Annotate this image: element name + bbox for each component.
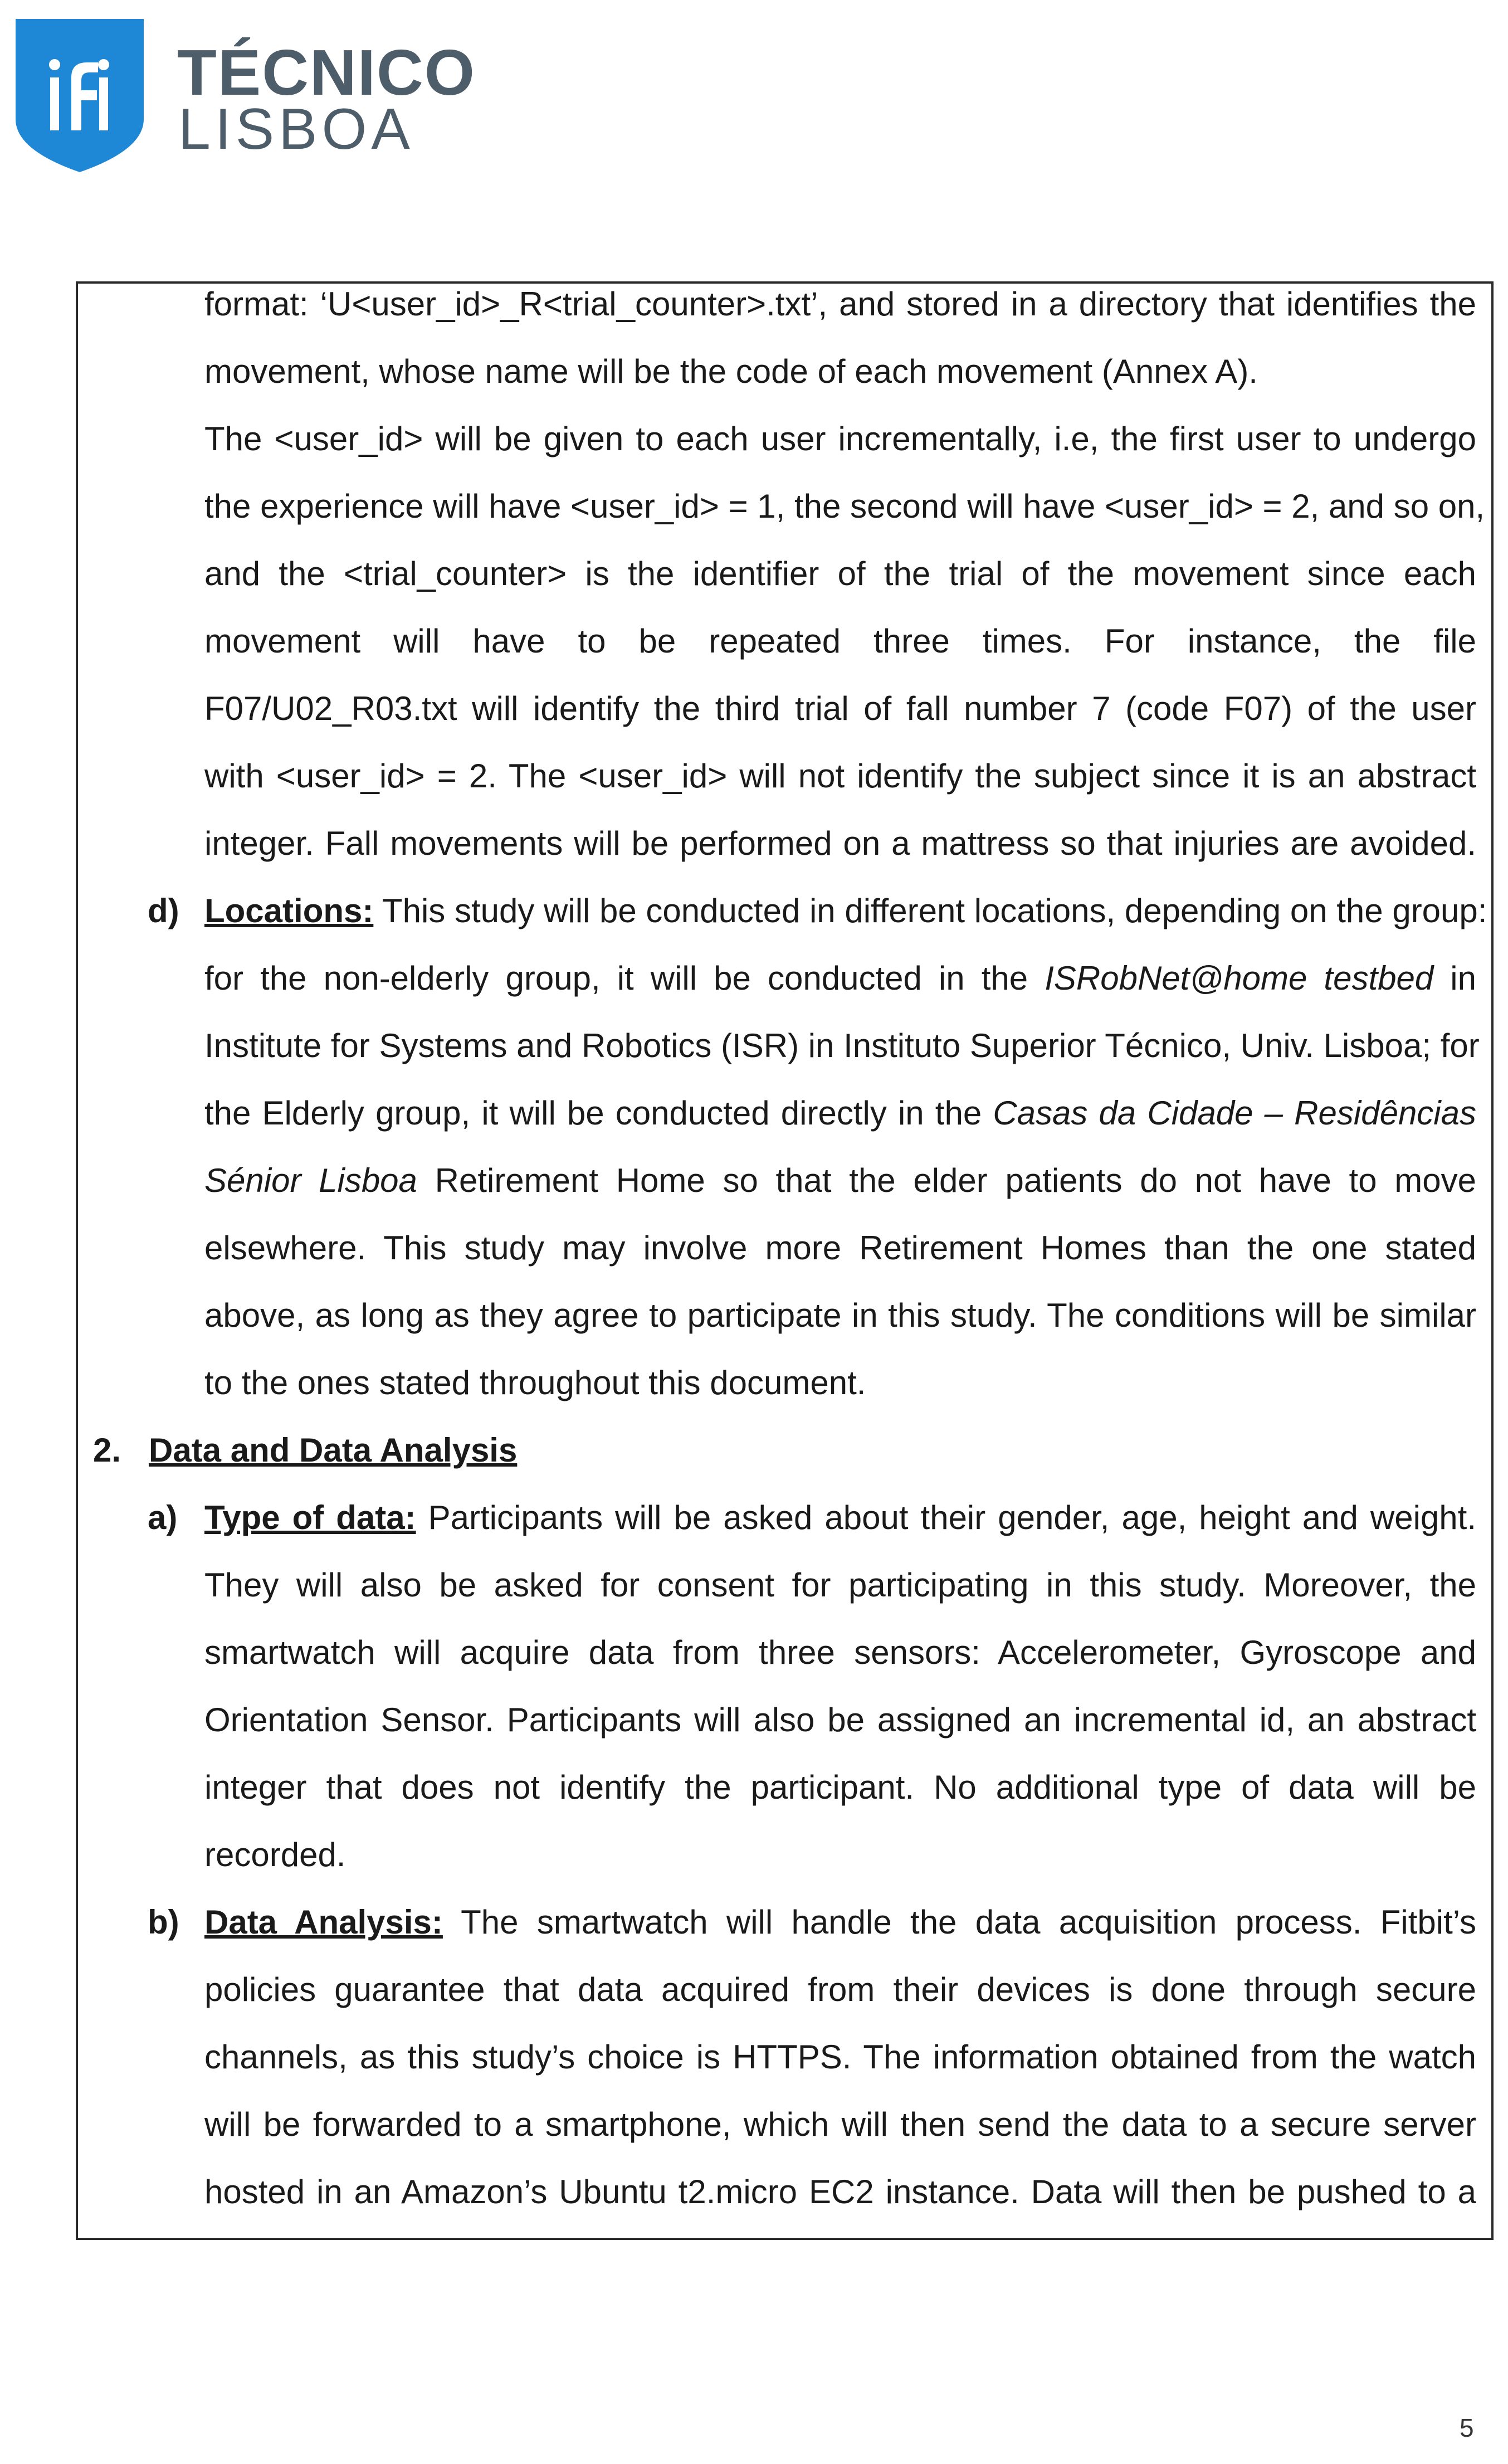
data-analysis-line: Data Analysis: The smartwatch will handle the data acquisition process. Fitbit’s: [204, 1903, 1476, 1941]
section-number: 2.: [93, 1431, 121, 1469]
type-of-data-line: recorded.: [204, 1836, 346, 1873]
type-of-data-line: Type of data: Participants will be asked about their gender, age, height and weight.: [204, 1499, 1477, 1536]
locations-line: Institute for Systems and Robotics (ISR) in Instituto Superior Técnico, Univ. Lisboa; for: [204, 1027, 1480, 1064]
ist-shield-icon: [16, 19, 144, 172]
type-of-data-line: smartwatch will acquire data from three sensors: Accelerometer, Gyroscope and: [204, 1634, 1476, 1671]
type-of-data-line: They will also be asked for consent for participating in this study. Moreover, the: [204, 1566, 1476, 1604]
page-number: 5: [1460, 2413, 1474, 2442]
locations-line: the Elderly group, it will be conducted directly in the Casas da Cidade – Residências: [204, 1094, 1477, 1132]
list-label-a: a): [148, 1499, 178, 1536]
logo-word-tecnico: TÉCNICO: [177, 36, 476, 109]
type-of-data-line: integer that does not identify the participant. No additional type of data will be: [204, 1769, 1476, 1806]
text-line: format: ‘U<user_id>_R<trial_counter>.txt’, and stored in a directory that identifies the: [204, 285, 1476, 323]
text-line: the experience will have <user_id> = 1, the second will have <user_id> = 2, and so on,: [204, 488, 1485, 525]
text-line: with <user_id> = 2. The <user_id> will not identify the subject since it is an abstract: [204, 757, 1476, 795]
section-title: Data and Data Analysis: [149, 1431, 518, 1469]
data-analysis-line: policies guarantee that data acquired from their devices is done through secure: [204, 1971, 1476, 2008]
data-analysis-line: hosted in an Amazon’s Ubuntu t2.micro EC2 instance. Data will then be pushed to a: [204, 2173, 1476, 2210]
logo-word-lisboa: LISBOA: [178, 97, 414, 162]
text-line: The <user_id> will be given to each user incrementally, i.e, the first user to undergo: [204, 420, 1476, 457]
locations-line: Sénior Lisboa Retirement Home so that the elder patients do not have to move: [204, 1162, 1476, 1199]
text-line: F07/U02_R03.txt will identify the third trial of fall number 7 (code F07) of the user: [204, 690, 1476, 727]
text-line: integer. Fall movements will be performed on a mattress so that injuries are avoided.: [204, 825, 1476, 862]
text-line: and the <trial_counter> is the identifier of the trial of the movement since each: [204, 555, 1476, 592]
locations-line: to the ones stated throughout this document.: [204, 1364, 866, 1401]
type-of-data-line: Orientation Sensor. Participants will also be assigned an incremental id, an abstract: [204, 1701, 1476, 1739]
text-line: movement will have to be repeated three times. For instance, the file: [204, 622, 1476, 660]
text-line: movement, whose name will be the code of each movement (Annex A).: [204, 353, 1258, 390]
list-label-b: b): [148, 1903, 179, 1941]
ist-logo: [16, 19, 476, 175]
locations-title: Locations:: [204, 892, 374, 929]
data-analysis-line: will be forwarded to a smartphone, which will then send the data to a secure server: [204, 2106, 1476, 2143]
type-of-data-title: Type of data:: [204, 1499, 416, 1536]
list-label-d: d): [148, 892, 179, 929]
locations-line: for the non-elderly group, it will be conducted in the ISRobNet@home testbed in: [204, 960, 1476, 997]
data-analysis-title: Data Analysis:: [204, 1903, 443, 1941]
locations-line: elsewhere. This study may involve more Retirement Homes than the one stated: [204, 1229, 1476, 1267]
data-analysis-line: channels, as this study’s choice is HTTPS. The information obtained from the watch: [204, 2038, 1476, 2076]
locations-line: above, as long as they agree to participate in this study. The conditions will be similar: [204, 1297, 1476, 1334]
locations-line: Locations: This study will be conducted in different locations, depending on the group:: [204, 892, 1487, 929]
